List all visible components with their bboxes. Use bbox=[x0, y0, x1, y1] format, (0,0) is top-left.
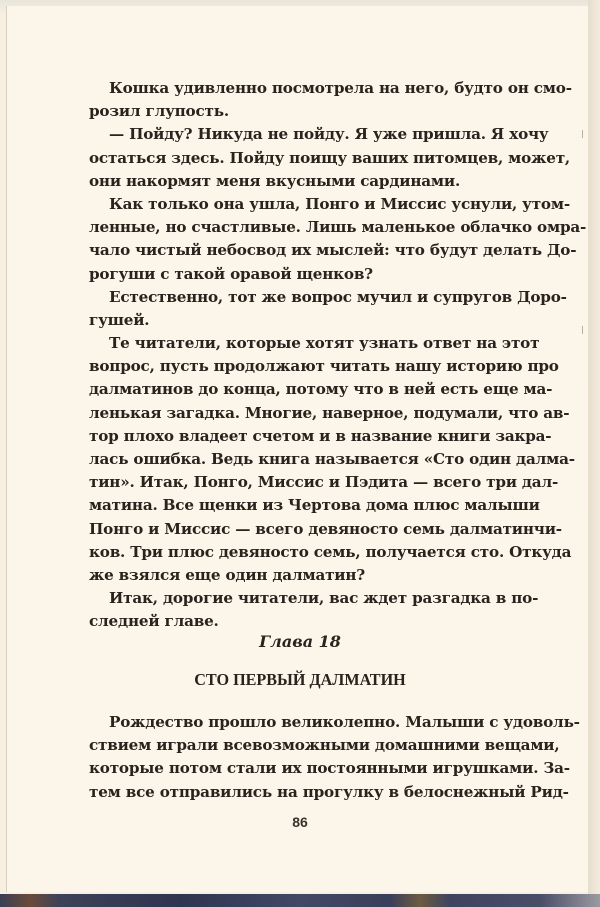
text-line: тор плохо владеет счетом и в название книги закра- bbox=[89, 426, 552, 445]
text-line: чало чистый небосвод их мыслей: что будут делать До- bbox=[89, 241, 577, 260]
text-line: вопрос, пусть продолжают читать нашу историю про bbox=[89, 357, 559, 376]
text-line: Понго и Миссис — всего девяносто семь далматинчи- bbox=[89, 519, 562, 538]
text-line: остаться здесь. Пойду поищу ваших питомцев, может, bbox=[89, 148, 570, 167]
page-number: 86 bbox=[292, 814, 308, 830]
body-text-bottom bbox=[89, 711, 580, 804]
body-text-top bbox=[89, 77, 587, 634]
paragraph bbox=[89, 711, 580, 804]
text-line: тем все отправились на прогулку в белоснежный Рид- bbox=[89, 782, 569, 801]
text-line: Рождество прошло великолепно. Малыши с удоволь- bbox=[109, 713, 580, 731]
paragraph bbox=[89, 77, 572, 123]
text-line: розил глупость. bbox=[89, 102, 229, 121]
text-line: Как только она ушла, Понго и Миссис уснули, утом- bbox=[109, 194, 570, 213]
text-line: которые потом стали их постоянными игрушками. За- bbox=[89, 759, 570, 778]
text-line: тин». Итак, Понго, Миссис и Пэдита — всего три дал- bbox=[89, 473, 559, 492]
text-line: же взялся еще один далматин? bbox=[89, 565, 365, 584]
text-line: гушей. bbox=[89, 310, 150, 329]
scan-bottom-edge bbox=[0, 894, 600, 907]
text-line: ков. Три плюс девяносто семь, получается сто. Откуда bbox=[89, 542, 572, 561]
margin-mark bbox=[582, 326, 583, 334]
text-line: ствием играли всевозможными домашними вещами, bbox=[89, 736, 560, 755]
text-line: далматинов до конца, потому что в ней есть еще ма- bbox=[89, 380, 553, 399]
paragraph bbox=[89, 193, 587, 286]
page-right-edge bbox=[588, 0, 600, 895]
text-line: лась ошибка. Ведь книга называется «Сто один далма- bbox=[89, 450, 575, 468]
text-line: Естественно, тот же вопрос мучил и супругов Доро- bbox=[109, 287, 567, 306]
text-line: Те читатели, которые хотят узнать ответ на этот bbox=[109, 334, 540, 353]
paragraph bbox=[89, 587, 539, 633]
paragraph bbox=[89, 286, 567, 332]
paragraph bbox=[89, 332, 575, 587]
text-line: матина. Все щенки из Чертова дома плюс малыши bbox=[89, 496, 540, 515]
paragraph bbox=[89, 123, 570, 193]
chapter-title: СТО ПЕРВЫЙ ДАЛМАТИН bbox=[194, 670, 406, 689]
text-line: Кошка удивленно посмотрела на него, будто он смо- bbox=[109, 79, 572, 97]
text-line: рогуши с такой оравой щенков? bbox=[89, 264, 373, 283]
text-line: ленькая загадка. Многие, наверное, подумали, что ав- bbox=[89, 403, 570, 422]
text-line: они накормят меня вкусными сардинами. bbox=[89, 171, 461, 190]
text-line: Итак, дорогие читатели, вас ждет разгадка в по- bbox=[109, 589, 539, 608]
text-line: ленные, но счастливые. Лишь маленькое облачко омра- bbox=[89, 218, 587, 237]
margin-mark bbox=[582, 130, 583, 138]
text-line: — Пойду? Никуда не пойду. Я уже пришла. Я хочу bbox=[109, 125, 549, 144]
chapter-label: Глава 18 bbox=[259, 632, 341, 651]
text-line: следней главе. bbox=[89, 612, 219, 631]
